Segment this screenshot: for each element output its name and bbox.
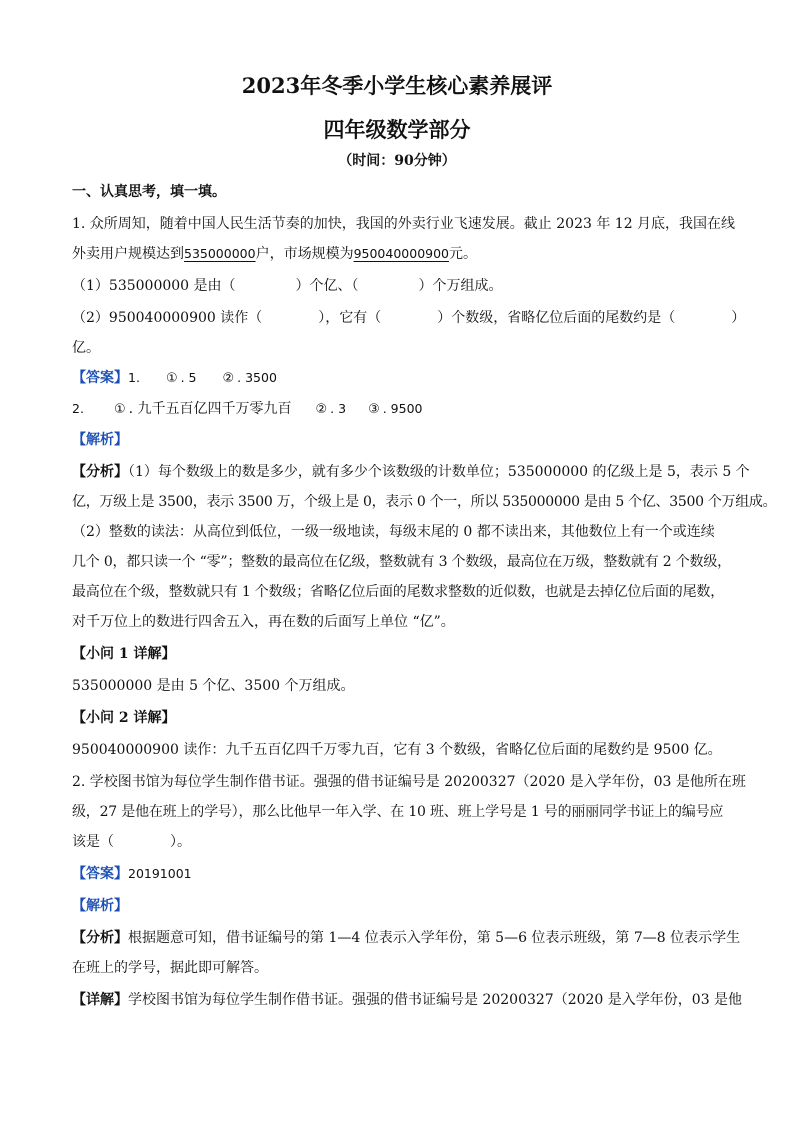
q1-fenxi-2: 亿，万级上是 3500，表示 3500 万，个级上是 0，表示 0 个一，所以 535000000 是由 5 个亿、3500 个万组成。 [72, 494, 777, 510]
analysis-tag: 【解析】 [72, 898, 128, 914]
q1-sub-2-c: ）个数级，省略亿位后面的尾数约是（ [437, 310, 676, 326]
q1-fenxi-5: 最高位在个级，整数就只有 1 个数级；省略亿位后面的尾数求整数的近似数，也就是去掉亿位后面的尾数， [72, 584, 725, 600]
q2-line-2: 级，27 是他在班上的学号），那么比他早一年入学、在 10 班、班上学号是 1 号的丽丽同学书证上的编号应 [72, 804, 724, 820]
fenxi-tag: 【分析】 [72, 930, 128, 946]
circle-number-icon: ② [222, 371, 235, 386]
q1-fenxi-3: （2）整数的读法：从高位到低位，一级一级地读，每级末尾的 0 都不读出来，其他数位上有一个或连续 [72, 524, 715, 540]
answer-tag: 【答案】 [72, 370, 128, 386]
xiaowen-2-text: 950040000900 读作：九千五百亿四千万零九百，它有 3 个数级，省略亿位后面的尾数约是 9500 亿。 [72, 742, 722, 758]
q1-sub-2-d: ） [731, 310, 746, 326]
q1-answer-row-2 [72, 399, 732, 420]
q2-fenxi-2: 在班上的学号，据此即可解答。 [72, 960, 268, 976]
q1-fenxi-4: 几个 0，都只读一个 “零”；整数的最高位在亿级，整数就有 3 个数级，最高位在万级，整数就有 2 个数级， [72, 554, 731, 570]
answer-tag: 【答案】 [72, 866, 128, 882]
answer-value: . 九千五百亿四千万零九百 [128, 401, 292, 417]
q1-sub-2-line-2: 亿。 [72, 340, 100, 356]
q2-answer [72, 864, 732, 884]
q1-sub-1-c: ）个万组成。 [418, 278, 503, 294]
answer-value: . 3 [330, 401, 347, 416]
answer-value: . 9500 [382, 401, 423, 416]
xiangjie-tag: 【详解】 [72, 992, 128, 1008]
xiaowen-1-tag: 【小问 1 详解】 [72, 646, 176, 662]
q1-sub-1-a: （1）535000000 是由（ [72, 278, 236, 294]
q1-line-2-c: 元。 [449, 246, 478, 262]
q1-sub-1-b: ）个亿、（ [295, 278, 359, 294]
circle-number-icon: ② [315, 402, 328, 417]
document-subtitle: 四年级数学部分 [323, 117, 471, 142]
answer-value: 20191001 [128, 866, 192, 881]
q2-line-1: 2. 学校图书馆为每位学生制作借书证。强强的借书证编号是 20200327（2020 是入学年份，03 是他所在班 [72, 774, 746, 790]
q2-fenxi-1: 【分析】根据题意可知，借书证编号的第 1—4 位表示入学年份，第 5—6 位表示班级，第 7—8 位表示学生 [72, 930, 741, 946]
circle-number-icon: ① [113, 402, 126, 417]
answer-value: . 3500 [237, 370, 277, 385]
q1-fenxi-1: 【分析】（1）每个数级上的数是多少，就有多少个该数级的计数单位；535000000 的亿级上是 5，表示 5 个 [72, 464, 750, 480]
exam-time: （时间：90分钟） [338, 153, 456, 169]
answer-value: . 5 [180, 370, 197, 385]
circle-number-icon: ① [165, 371, 178, 386]
fenxi-tag: 【分析】 [72, 464, 128, 480]
xiaowen-2-tag: 【小问 2 详解】 [72, 710, 176, 726]
q1-answer-row-1 [72, 368, 732, 389]
circle-number-icon: ③ [368, 402, 380, 417]
q1-sub-2 [72, 308, 746, 328]
answer-index: 2. [72, 401, 84, 416]
q1-market-number: 950040000900 [353, 246, 450, 261]
q1-sub-2-b: ），它有（ [318, 310, 382, 326]
q2-xiangjie-1: 【详解】学校图书馆为每位学生制作借书证。强强的借书证编号是 20200327（2020 是入学年份，03 是他 [72, 992, 743, 1008]
q1-users-number: 535000000 [184, 246, 256, 261]
answer-index: 1. [128, 370, 140, 385]
analysis-tag: 【解析】 [72, 432, 128, 448]
q1-sub-1 [72, 276, 732, 296]
q1-line-2-b: 户，市场规模为 [255, 246, 354, 262]
q1-line-2-a: 外卖用户规模达到 [72, 246, 184, 262]
q1-sub-2-a: （2）950040000900 读作（ [72, 310, 263, 326]
document-title: 2023年冬季小学生核心素养展评 [241, 73, 553, 98]
section-heading: 一、认真思考，填一填。 [72, 184, 226, 200]
q1-line-1: 1. 众所周知，随着中国人民生活节奏的加快，我国的外卖行业飞速发展。截止 2023 年 12 月底，我国在线 [72, 216, 736, 232]
q2-line-3: 该是（ ）。 [72, 834, 191, 850]
xiaowen-1-text: 535000000 是由 5 个亿、3500 个万组成。 [72, 678, 355, 694]
q1-fenxi-6: 对千万位上的数进行四舍五入，再在数的后面写上单位 “亿”。 [72, 614, 455, 630]
q1-line-2 [72, 244, 732, 264]
